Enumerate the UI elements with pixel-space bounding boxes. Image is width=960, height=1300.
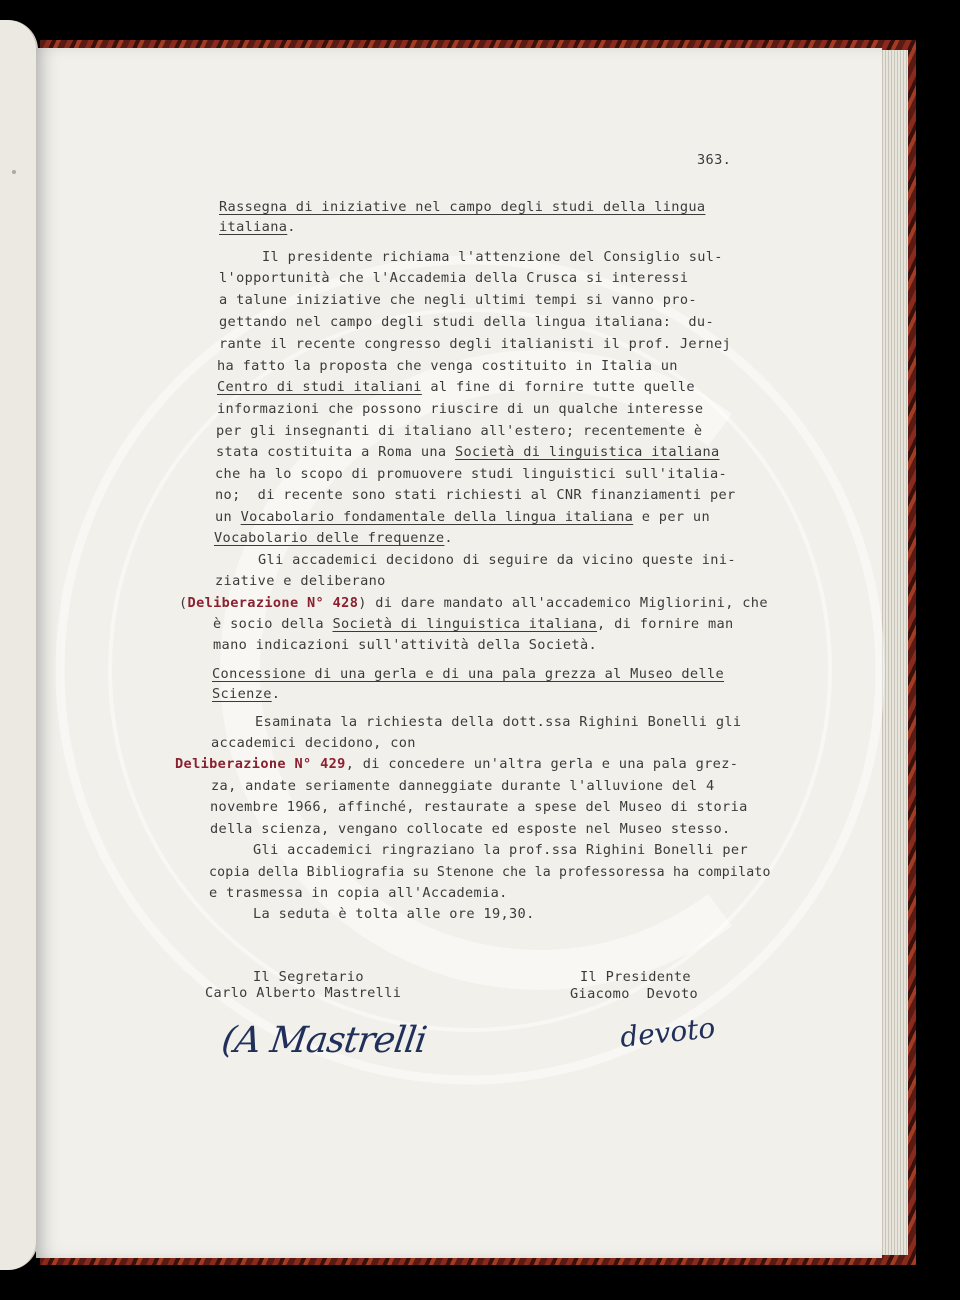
para3-line — [175, 754, 738, 775]
para3-line: La seduta è tolta alle ore 19,30. — [253, 906, 535, 922]
para3-line: accademici decidono, con — [211, 735, 416, 751]
para1-line: ha fatto la proposta che venga costituito in Italia un — [217, 358, 678, 374]
para1-text: al fine di fornire tutte quelle — [421, 379, 695, 395]
societa-underlined: Società di linguistica italiana — [454, 444, 720, 460]
para2-line — [213, 614, 734, 635]
para1-line: informazioni che possono riuscire di un qualche interesse — [217, 401, 704, 417]
para3-line: Gli accademici ringraziano la prof.ssa Righini Bonelli per — [253, 842, 748, 858]
para2-text: ) di dare mandato all'accademico Migliorini, che — [358, 595, 768, 611]
frequenze-underlined: Vocabolario delle frequenze — [214, 530, 445, 546]
president-name: Giacomo Devoto — [570, 986, 699, 1002]
para1-line: che ha lo scopo di promuovere studi linguistici sull'italia- — [215, 466, 728, 482]
section-heading-1-line2 — [219, 217, 296, 238]
secretary-name: Carlo Alberto Mastrelli — [205, 985, 402, 1001]
heading2-period: . — [271, 686, 281, 702]
para1-line: no; di recente sono stati richiesti al CNR finanziamenti per — [215, 487, 736, 503]
centro-studi-underlined: Centro di studi italiani — [217, 379, 422, 395]
para1-line: per gli insegnanti di italiano all'estero; recentemente è — [216, 423, 703, 439]
vocabolario-underlined: Vocabolario fondamentale della lingua italiana — [240, 509, 634, 525]
para3-line: Esaminata la richiesta della dott.ssa Righini Bonelli gli — [255, 714, 742, 730]
left-page-mark — [12, 170, 16, 174]
para2-text: , di fornire man — [597, 616, 734, 632]
section-heading-2: Concessione di una gerla e di una pala grezza al Museo delle — [212, 666, 725, 682]
paren: ( — [179, 595, 188, 611]
para1-line: Il presidente richiama l'attenzione del Consiglio sul- — [262, 249, 723, 265]
para1-line — [217, 377, 695, 398]
deliberation-428: Deliberazione N° 428 — [187, 595, 359, 611]
secretary-title: Il Segretario — [253, 969, 364, 985]
para2-line — [179, 593, 768, 614]
left-page-edge — [0, 20, 38, 1270]
deliberation-429: Deliberazione N° 429 — [175, 756, 346, 772]
para1-line: l'opportunità che l'Accademia della Crusca si interessi — [219, 270, 689, 286]
heading2-underlined: Scienze — [212, 686, 272, 702]
societa-underlined-2: Società di linguistica italiana — [332, 616, 598, 632]
heading1-period: . — [287, 219, 296, 235]
para1-line — [215, 507, 710, 528]
para3-line: e trasmessa in copia all'Accademia. — [209, 885, 508, 901]
para2-line: ziative e deliberano — [215, 573, 386, 589]
para2-text: è socio della — [213, 616, 333, 632]
heading1-underlined: italiana — [219, 219, 288, 235]
page-number: 363. — [697, 152, 732, 168]
president-title: Il Presidente — [580, 969, 691, 985]
para3-line: novembre 1966, affinché, restaurate a spese del Museo di storia — [210, 799, 748, 815]
para3-line: della scienza, vengano collocate ed esposte nel Museo stesso. — [210, 821, 731, 837]
para3-line: copia della Bibliografia su Stenone che la professoressa ha compilato — [209, 865, 771, 880]
section-heading-2-line2 — [212, 684, 280, 705]
section-heading-1: Rassegna di iniziative nel campo degli studi della lingua — [219, 199, 706, 215]
para2-line: mano indicazioni sull'attività della Società. — [213, 637, 598, 653]
para1-line: a talune iniziative che negli ultimi tempi si vanno pro- — [219, 292, 697, 308]
para1-line — [216, 442, 720, 463]
para1-line: rante il recente congresso degli italianisti il prof. Jernej — [219, 336, 732, 352]
para3-line: za, andate seriamente danneggiate durante l'alluvione del 4 — [211, 778, 715, 794]
para1-line: gettando nel campo degli studi della lingua italiana: du- — [219, 314, 714, 330]
para1-text: stata costituita a Roma una — [216, 444, 455, 460]
secretary-signature: (A Mastrelli — [219, 1020, 429, 1061]
para1-line — [214, 528, 453, 549]
para2-line: Gli accademici decidono di seguire da vicino queste ini- — [258, 552, 736, 568]
para1-text: un — [215, 509, 241, 525]
para1-text: . — [444, 530, 453, 546]
para1-text: e per un — [633, 509, 710, 525]
president-signature: devoto — [618, 1011, 717, 1054]
para3-text: , di concedere un'altra gerla e una pala grez- — [345, 756, 739, 772]
